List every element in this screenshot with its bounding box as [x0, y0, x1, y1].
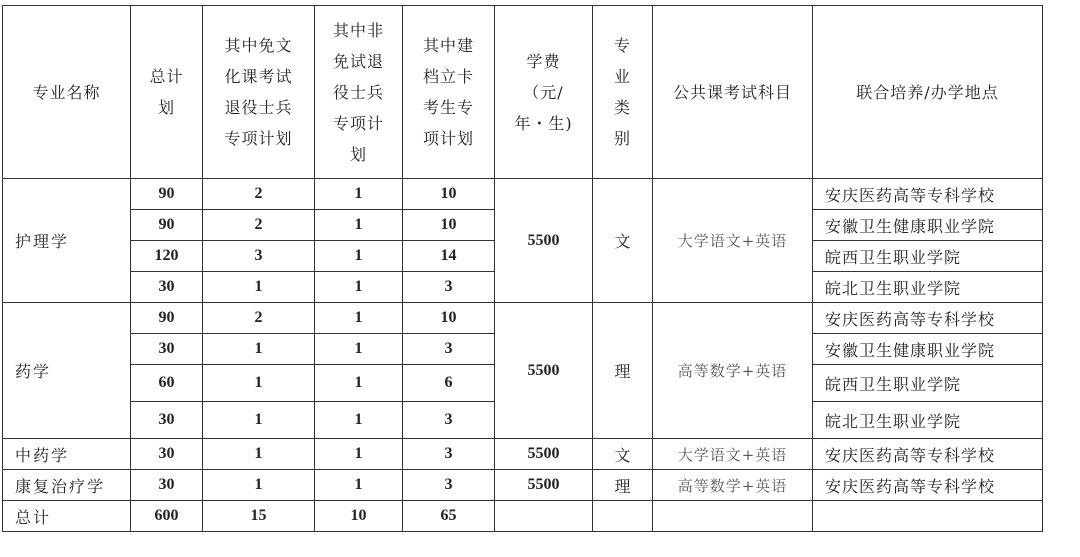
enrollment-plan-table [2, 5, 1043, 532]
nonexempt-cell: 1 [315, 402, 403, 439]
school-cell: 安庆医药高等专科学校 [813, 439, 1043, 470]
poverty-cell: 3 [403, 334, 495, 365]
exempt-cell: 1 [203, 439, 315, 470]
total-cell: 30 [131, 439, 203, 470]
header-subjects: 公共课考试科目 [653, 6, 813, 179]
school-cell: 皖北卫生职业学院 [813, 272, 1043, 303]
table-row [3, 470, 1043, 501]
total-cell: 30 [131, 272, 203, 303]
exempt-cell: 2 [203, 303, 315, 334]
category-cell: 文 [593, 439, 653, 470]
tuition-cell: 5500 [495, 303, 593, 439]
category-cell: 文 [593, 179, 653, 303]
exempt-cell: 1 [203, 272, 315, 303]
school-cell: 安庆医药高等专科学校 [813, 470, 1043, 501]
poverty-cell: 3 [403, 402, 495, 439]
totals-label: 总计 [3, 501, 131, 532]
nonexempt-cell: 1 [315, 272, 403, 303]
header-location: 联合培养/办学地点 [813, 6, 1043, 179]
totals-nonexempt: 10 [315, 501, 403, 532]
poverty-cell: 10 [403, 303, 495, 334]
major-name: 药学 [3, 303, 131, 439]
header-major: 专业名称 [3, 6, 131, 179]
school-cell: 皖西卫生职业学院 [813, 365, 1043, 402]
nonexempt-cell: 1 [315, 210, 403, 241]
total-cell: 60 [131, 365, 203, 402]
totals-row [3, 501, 1043, 532]
total-cell: 30 [131, 402, 203, 439]
total-cell: 90 [131, 179, 203, 210]
header-poverty: 其中建 档立卡 考生专 项计划 [403, 6, 495, 179]
subjects-cell: 高等数学+英语 [653, 470, 813, 501]
header-total-plan: 总计 划 [131, 6, 203, 179]
totals-poverty: 65 [403, 501, 495, 532]
poverty-cell: 10 [403, 179, 495, 210]
nonexempt-cell: 1 [315, 241, 403, 272]
poverty-cell: 3 [403, 439, 495, 470]
exempt-cell: 1 [203, 470, 315, 501]
nonexempt-cell: 1 [315, 439, 403, 470]
tuition-cell: 5500 [495, 470, 593, 501]
exempt-cell: 1 [203, 334, 315, 365]
totals-exempt: 15 [203, 501, 315, 532]
exempt-cell: 2 [203, 210, 315, 241]
exempt-cell: 1 [203, 365, 315, 402]
total-cell: 90 [131, 210, 203, 241]
totals-total: 600 [131, 501, 203, 532]
totals-empty-subjects [653, 501, 813, 532]
exempt-cell: 1 [203, 402, 315, 439]
exempt-cell: 3 [203, 241, 315, 272]
table-row [3, 179, 1043, 210]
major-name: 中药学 [3, 439, 131, 470]
major-name: 康复治疗学 [3, 470, 131, 501]
subjects-cell: 大学语文+英语 [653, 439, 813, 470]
header-tuition: 学费 （元/ 年・生) [495, 6, 593, 179]
header-category: 专 业 类 别 [593, 6, 653, 179]
total-cell: 30 [131, 334, 203, 365]
poverty-cell: 6 [403, 365, 495, 402]
major-name: 护理学 [3, 179, 131, 303]
total-cell: 120 [131, 241, 203, 272]
header-veteran-nonexempt: 其中非 免试退 役士兵 专项计 划 [315, 6, 403, 179]
table-row [3, 439, 1043, 470]
tuition-cell: 5500 [495, 179, 593, 303]
table-row [3, 303, 1043, 334]
poverty-cell: 3 [403, 470, 495, 501]
nonexempt-cell: 1 [315, 470, 403, 501]
poverty-cell: 10 [403, 210, 495, 241]
totals-empty-category [593, 501, 653, 532]
poverty-cell: 3 [403, 272, 495, 303]
school-cell: 皖西卫生职业学院 [813, 241, 1043, 272]
school-cell: 安庆医药高等专科学校 [813, 179, 1043, 210]
nonexempt-cell: 1 [315, 303, 403, 334]
school-cell: 安徽卫生健康职业学院 [813, 210, 1043, 241]
poverty-cell: 14 [403, 241, 495, 272]
nonexempt-cell: 1 [315, 365, 403, 402]
total-cell: 90 [131, 303, 203, 334]
exempt-cell: 2 [203, 179, 315, 210]
school-cell: 安徽卫生健康职业学院 [813, 334, 1043, 365]
header-veteran-exempt: 其中免文 化课考试 退役士兵 专项计划 [203, 6, 315, 179]
category-cell: 理 [593, 303, 653, 439]
school-cell: 安庆医药高等专科学校 [813, 303, 1043, 334]
header-row [3, 6, 1043, 179]
subjects-cell: 大学语文+英语 [653, 179, 813, 303]
subjects-cell: 高等数学+英语 [653, 303, 813, 439]
nonexempt-cell: 1 [315, 179, 403, 210]
school-cell: 皖北卫生职业学院 [813, 402, 1043, 439]
nonexempt-cell: 1 [315, 334, 403, 365]
tuition-cell: 5500 [495, 439, 593, 470]
totals-empty-location [813, 501, 1043, 532]
category-cell: 理 [593, 470, 653, 501]
totals-empty-tuition [495, 501, 593, 532]
total-cell: 30 [131, 470, 203, 501]
